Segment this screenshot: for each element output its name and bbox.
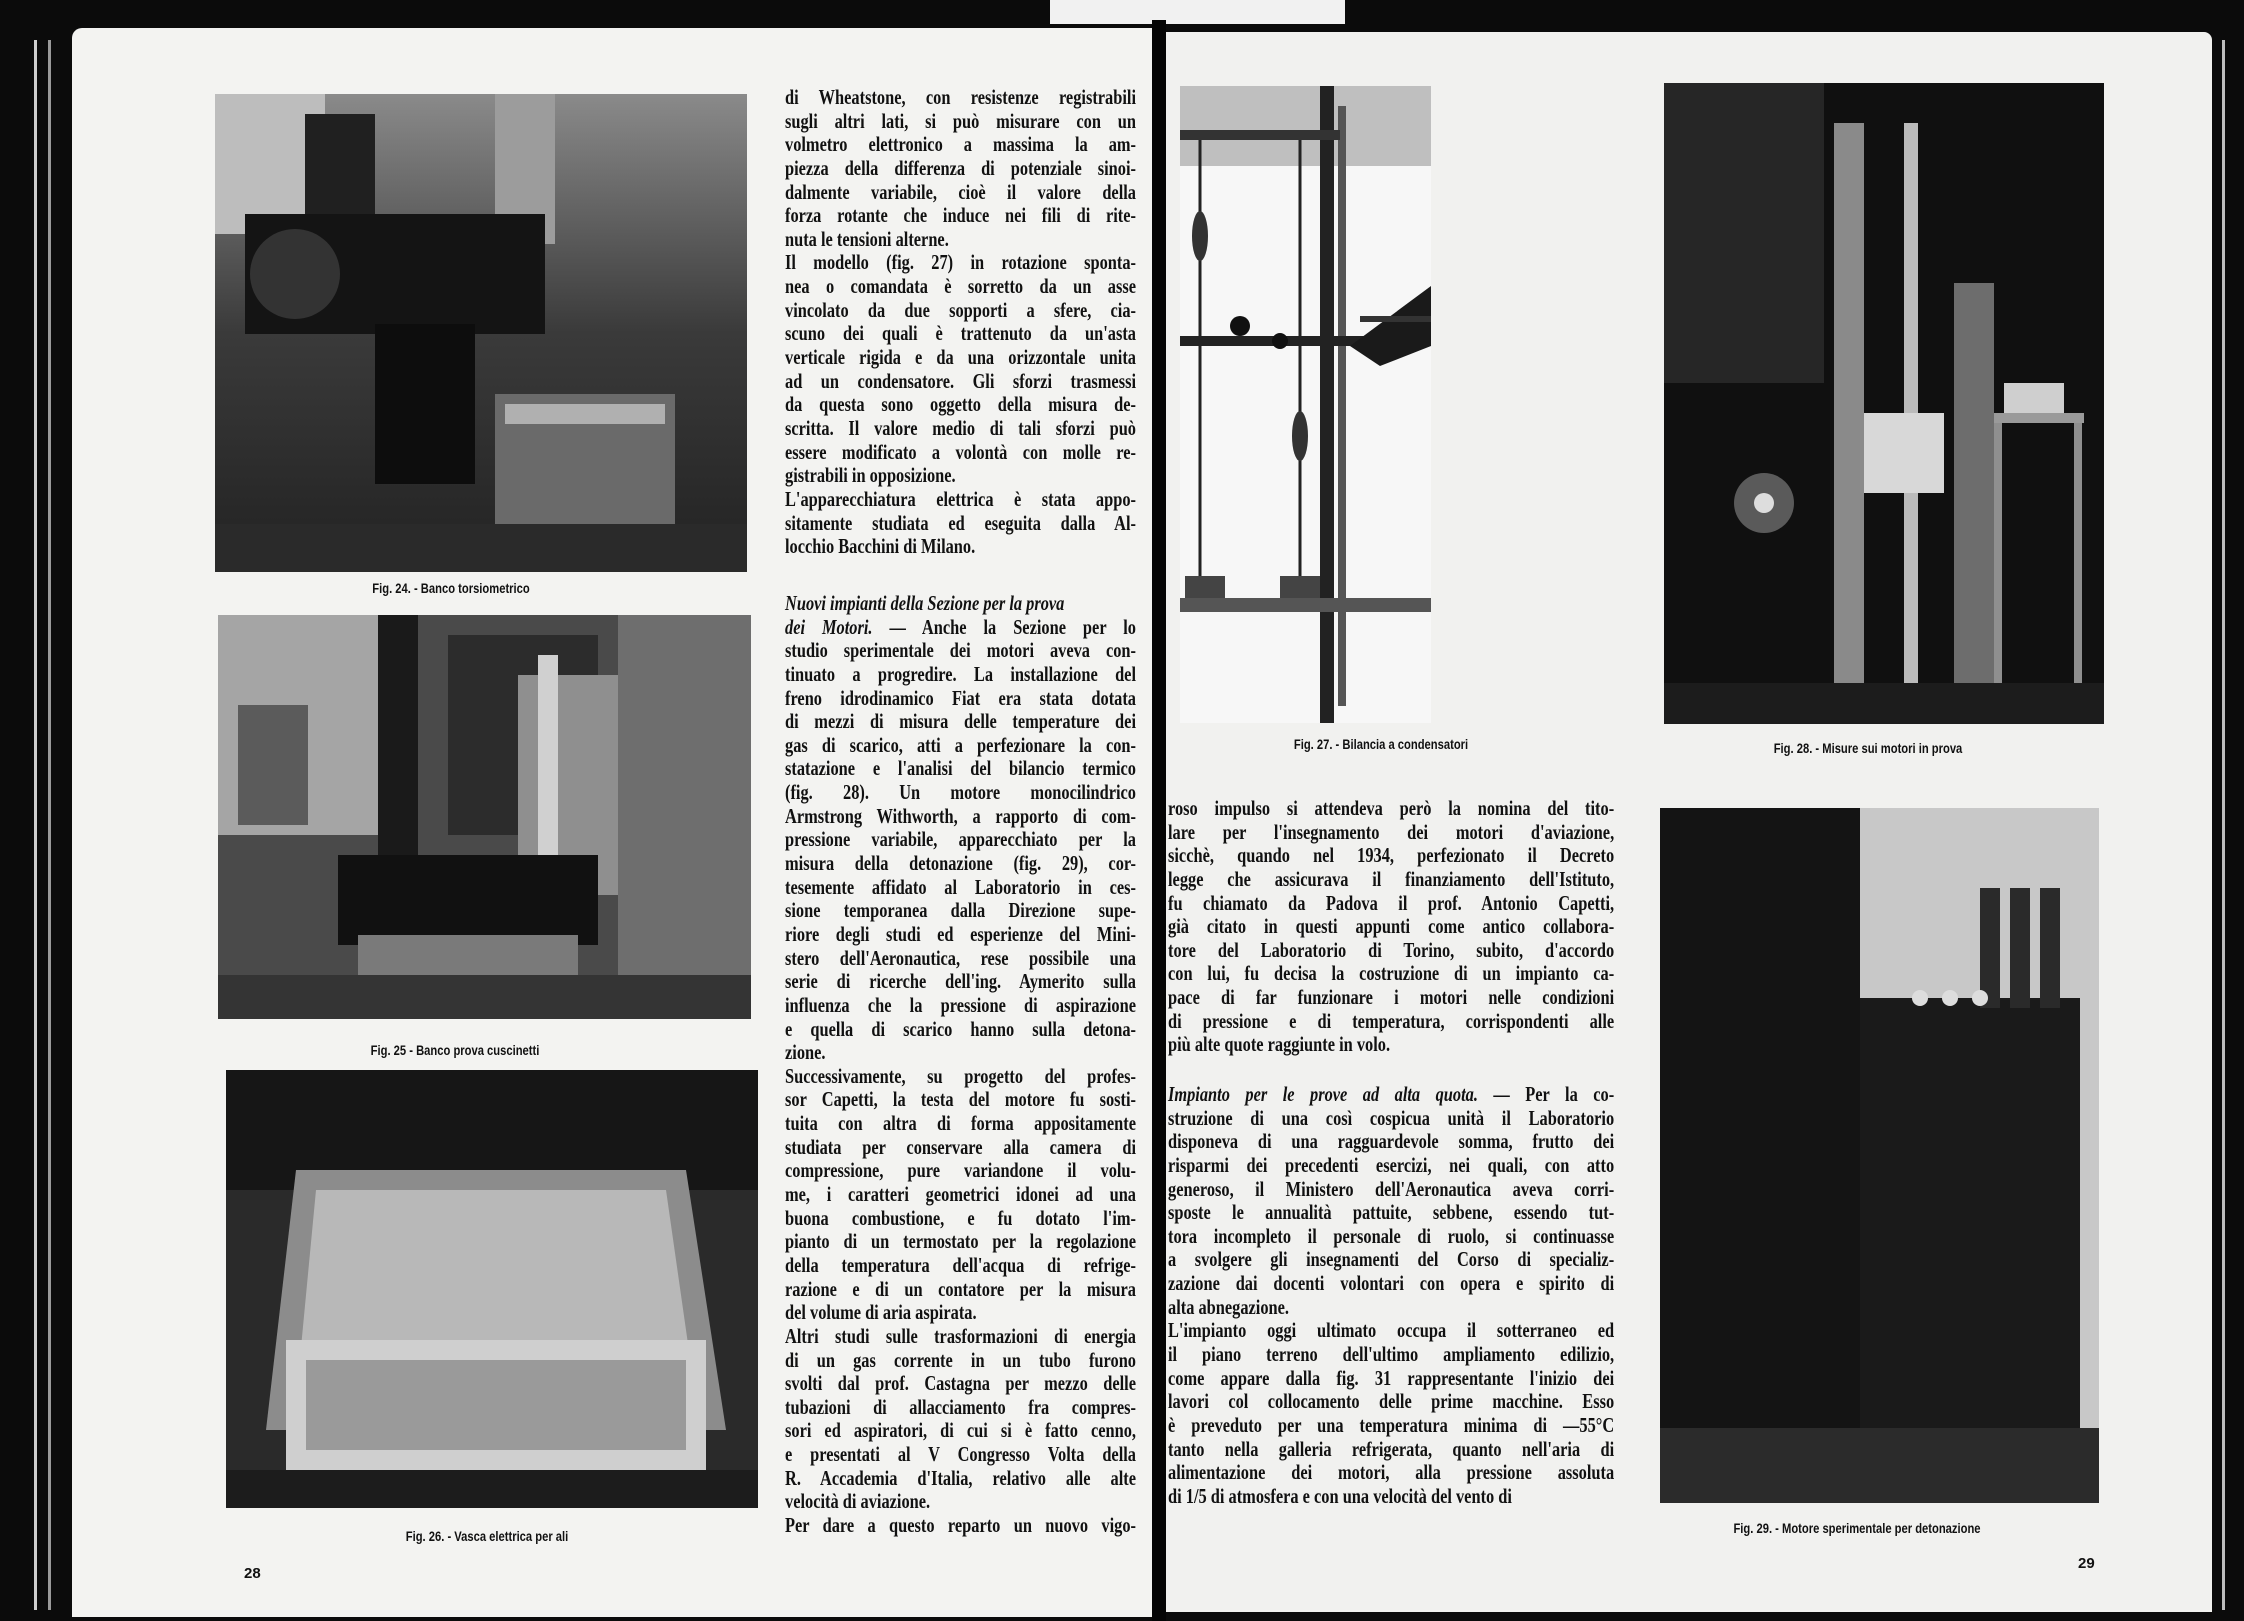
text-line: alta abnegazione. [1168,1294,1290,1319]
text-line: buona combustione, e fu dotato l'im- [785,1205,1136,1230]
text-line: e quella di scarico hanno sulla detona- [785,1016,1136,1041]
text-line: compressione, pure variandone il volu- [785,1158,1136,1183]
text-column-left-top [785,86,1136,559]
paragraph [785,592,1136,1065]
text-line: Il modello (fig. 27) in rotazione sponta- [785,250,1136,275]
text-line: da questa sono oggetto della misura de- [785,392,1136,417]
text-line: piezza della differenza di potenziale sinoi- [785,155,1136,180]
text-line: tesemente affidato al Laboratorio in ces- [785,874,1136,899]
text-line: tanto nella galleria refrigerata, quanto nell'aria di [1168,1436,1615,1461]
text-line: velocità di aviazione. [785,1489,931,1514]
text-line: sione temporanea dalla Direzione supe- [785,898,1136,923]
figure-24-caption: Fig. 24. - Banco torsiometrico [372,580,530,596]
text-line: il piano terreno dell'ultimo ampliamento edilizio, [1168,1342,1615,1367]
text-line: freno idrodinamico Fiat era stata dotata [785,685,1136,710]
paragraph [785,1065,1136,1325]
text-line: di Wheatstone, con resistenze registrabili [785,85,1136,109]
paragraph [785,1325,1136,1514]
text-line: scritta. Il valore medio di tali sforzi può [785,415,1136,440]
text-line: pressione variabile, apparecchiato per la [785,827,1136,852]
text-line: studio sperimentale dei motori aveva con- [785,638,1136,663]
text-line: e presentati al V Congresso Volta della [785,1442,1136,1467]
text-line: influenza che la pressione di aspirazione [785,992,1136,1017]
text-line: R. Accademia d'Italia, relativo alle alte [785,1465,1136,1490]
text-line: come appare dalla fig. 31 rappresentante l'inizio dei [1168,1365,1615,1390]
figure-28-caption: Fig. 28. - Misure sui motori in prova [1773,740,1963,756]
text-line: tora incompleto il personale di ruolo, si continuasse [1168,1223,1615,1248]
text-line: sicchè, quando nel 1934, perfezionato il Decreto [1168,843,1615,868]
figure-29-caption: Fig. 29. - Motore sperimentale per detonazione [1733,1520,1981,1536]
paragraph [1168,1083,1614,1319]
text-line: L'apparecchiatura elettrica è stata appo- [785,486,1136,511]
text-line: con lui, fu decisa la costruzione di un impianto ca- [1168,961,1615,986]
text-line: di mezzi di misura delle temperature dei [785,709,1136,734]
text-line: me, i caratteri geometrici idonei ad una [785,1182,1136,1207]
text-line: locchio Bacchini di Milano. [785,534,976,559]
text-line: sori ed aspiratori, di cui si è fatto cenno, [785,1418,1136,1443]
text-line: gas di scarico, atti a perfezionare la con- [785,732,1136,757]
text-line: tuita con altra di forma appositamente [785,1111,1136,1136]
text-line: lavori col collocamento delle prime macchine. Esso [1168,1389,1615,1414]
text-line: Armstrong Withworth, a rapporto di com- [785,803,1136,828]
text-line: di un gas corrente in un tubo furono [785,1347,1136,1372]
text-column-right-bottom [1168,1083,1614,1509]
text-line: fu chiamato da Padova il prof. Antonio Capetti, [1168,890,1615,915]
figure-27-drawing [1180,86,1431,723]
text-line: sor Capetti, la testa del motore fu sosti- [785,1087,1136,1112]
text-line: risparmi dei precedenti esercizi, nei quali, con atto [1168,1152,1615,1177]
text-line: pianto di un termostato per la regolazione [785,1229,1136,1254]
text-line: della temperatura dell'acqua di refrige- [785,1252,1136,1277]
text-line: stero dell'Aeronautica, rese possibile una [785,945,1136,970]
scan-tab [1050,0,1345,24]
figure-26-caption: Fig. 26. - Vasca elettrica per ali [405,1528,569,1544]
text-line: scuno dei quali è trattenuto da un'asta [785,321,1136,346]
text-run: — Anche la Sezione per lo [872,614,1137,639]
text-line: struzione di una così cospicua unità il Laboratorio [1168,1105,1615,1130]
paragraph [785,86,1136,251]
section-heading: Impianto per le prove ad alta quota. [1168,1082,1478,1106]
text-line: roso impulso si attendeva però la nomina del tito- [1168,796,1615,820]
text-column-right-top [1168,797,1614,1057]
text-line: zazione dai docenti volontari con opera e spirito di [1168,1271,1615,1296]
figure-28-photo [1664,83,2104,724]
text-line: ad un condensatore. Gli sforzi trasmessi [785,368,1136,393]
book-spine [1152,20,1166,1621]
page-number-left: 28 [244,1565,261,1582]
text-line: statazione e l'analisi del bilancio termico [785,756,1136,781]
text-line: più alte quote raggiunte in volo. [1168,1032,1391,1057]
text-line: gistrabili in opposizione. [785,463,956,488]
text-line: vincolato da due sopporti a sfere, cia- [785,297,1136,322]
page-edge [48,40,51,1610]
text-line: tinuato a progredire. La installazione del [785,661,1136,686]
figure-25-caption: Fig. 25 - Banco prova cuscinetti [370,1042,540,1058]
text-line: razione e di un contatore per la misura [785,1276,1136,1301]
text-line: nuta le tensioni alterne. [785,226,949,251]
paragraph [785,1514,1136,1538]
text-line: zione. [785,1040,826,1065]
text-line: lare per l'insegnamento dei motori d'aviazione, [1168,819,1615,844]
text-line: alimentazione dei motori, alla pressione assoluta [1168,1460,1615,1485]
text-line [1168,1083,1614,1107]
paragraph [785,251,1136,487]
text-line: sposte le annualità pattuite, sebbene, essendo tut- [1168,1200,1615,1225]
text-line: riore degli studi ed esperienze del Mini- [785,921,1136,946]
text-line: pace di far funzionare i motori nelle condizioni [1168,985,1615,1010]
figure-26-photo [226,1070,758,1508]
figure-25-photo [218,615,751,1019]
page-edge [34,40,37,1610]
text-line: disponeva di una ragguardevole somma, frutto dei [1168,1129,1615,1154]
text-line: a svolgere gli insegnamenti del Corso di specializ- [1168,1247,1615,1272]
text-line: legge che assicurava il finanziamento dell'Istituto, [1168,866,1615,891]
text-line: generoso, il Ministero dell'Aeronautica aveva corri- [1168,1176,1615,1201]
text-line: tore del Laboratorio di Torino, subito, d'accordo [1168,937,1615,962]
paragraph [1168,797,1614,1057]
text-line: sitamente studiata ed eseguita dalla Al- [785,510,1136,535]
text-line: nea o comandata è sorretto da un asse [785,274,1136,299]
text-line: misura della detonazione (fig. 29), cor- [785,851,1136,876]
text-line: Per dare a questo reparto un nuovo vigo- [785,1512,1136,1537]
page-edge [2222,40,2225,1610]
text-line: (fig. 28). Un motore monocilindrico [785,780,1136,805]
text-line: volmetro elettronico a massima la am- [785,132,1136,157]
text-line: forza rotante che induce nei fili di rite- [785,203,1136,228]
text-line [785,616,1136,640]
figure-29-photo [1660,808,2099,1503]
text-line: L'impianto oggi ultimato occupa il sotterraneo ed [1168,1318,1615,1343]
text-line: verticale rigida e da una orizzontale unita [785,345,1136,370]
text-line: già citato in questi appunti come antico collabora- [1168,914,1615,939]
text-line: del volume di aria aspirata. [785,1300,977,1325]
text-line: dalmente variabile, cioè il valore della [785,179,1136,204]
figure-24-photo [215,94,747,572]
text-line: serie di ricerche dell'ing. Aymerito sulla [785,969,1136,994]
text-line: di 1/5 di atmosfera e con una velocità del vento di [1168,1483,1512,1508]
section-heading: Nuovi impianti della Sezione per la prova [785,591,1065,615]
section-heading: dei Motori. [785,614,873,639]
paragraph [1168,1319,1614,1508]
page-number-right: 29 [2078,1555,2095,1572]
text-line: studiata per conservare alla camera di [785,1134,1136,1159]
text-line: Successivamente, su progetto del profes- [785,1063,1136,1088]
text-line: tubazioni di allacciamento fra compres- [785,1394,1136,1419]
text-line [785,592,1136,616]
text-line: è preveduto per una temperatura minima di —55°C [1168,1412,1615,1437]
figure-27-caption: Fig. 27. - Bilancia a condensatori [1293,736,1469,752]
text-line: Altri studi sulle trasformazioni di energia [785,1323,1136,1348]
text-line: svolti dal prof. Castagna per mezzo delle [785,1371,1136,1396]
text-column-left-bottom [785,592,1136,1538]
text-line: sugli altri lati, si può misurare con un [785,108,1136,133]
paragraph [785,488,1136,559]
text-run: — Per la co- [1477,1082,1615,1106]
text-line: essere modificato a volontà con molle re- [785,439,1136,464]
text-line: di pressione e di temperatura, corrispondenti alle [1168,1008,1615,1033]
